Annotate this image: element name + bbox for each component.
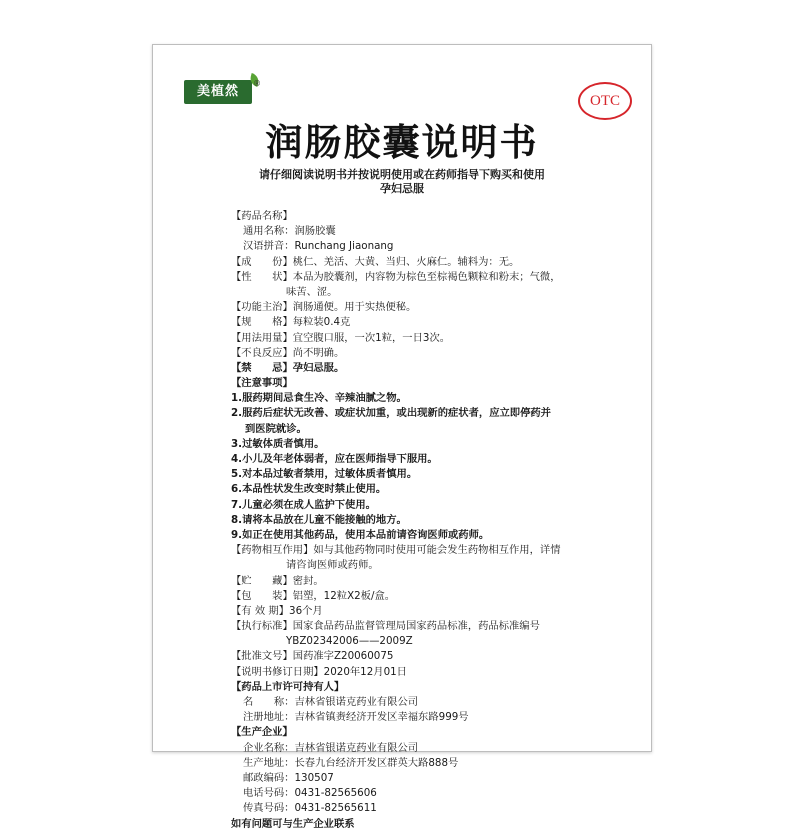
appearance: 【性 状】本品为胶囊剂，内容物为棕色至棕褐色颗粒和粉末；气微，	[231, 270, 561, 283]
drug-interactions-cont: 请咨询医师或药师。	[286, 559, 379, 572]
precaution-item: 4.小儿及年老体弱者，应在医师指导下服用。	[231, 453, 438, 465]
precaution-item: 7.儿童必须在成人监护下使用。	[231, 498, 376, 511]
precaution-item: 3.过敏体质者慎用。	[231, 437, 325, 450]
standard-number: YBZ02342006——2009Z	[286, 635, 413, 648]
precaution-item: 8.请将本品放在儿童不能接触的地方。	[231, 513, 407, 526]
dosage: 【用法用量】宜空腹口服，一次1粒，一日3次。	[231, 331, 451, 344]
manufacturer-heading: 【生产企业】	[231, 726, 293, 739]
otc-badge: OTC	[578, 82, 632, 120]
section-heading: 【药品名称】	[231, 210, 293, 222]
fax-number: 传真号码：0431-82565611	[243, 802, 377, 815]
appearance-cont: 味苦、涩。	[286, 285, 338, 298]
usage-notice	[153, 168, 651, 196]
drug-interactions: 【药物相互作用】如与其他药物同时使用可能会发生药物相互作用，详情	[231, 544, 561, 557]
phone-number: 电话号码：0431-82565606	[243, 787, 377, 800]
storage: 【贮 藏】密封。	[231, 574, 324, 587]
mah-address: 注册地址：吉林省镇赉经济开发区幸福东路999号	[243, 711, 469, 724]
manufacturer-address: 生产地址：长春九台经济开发区群英大路888号	[243, 756, 459, 769]
postal-code: 邮政编码：130507	[243, 771, 334, 784]
leaflet-sheet	[152, 44, 652, 830]
precaution-item: 9.如正在使用其他药品，使用本品前请咨询医师或药师。	[231, 528, 490, 541]
brand-name: 美植然	[196, 84, 239, 99]
precaution-item: 6.本品性状发生改变时禁止使用。	[231, 483, 387, 496]
notice-line: 孕妇忌服	[380, 182, 424, 195]
packaging: 【包 装】铝塑，12粒X2板/盒。	[231, 589, 396, 602]
precautions-heading: 【注意事项】	[231, 377, 293, 390]
precaution-item: 2.服药后症状无改善、或症状加重，或出现新的症状者，应立即停药并	[231, 407, 551, 420]
indications: 【功能主治】润肠通便。用于实热便秘。	[231, 301, 417, 314]
precaution-item: 5.对本品过敏者禁用，过敏体质者慎用。	[231, 468, 418, 481]
registered-mark: ®	[253, 79, 261, 88]
specification: 【规 格】每粒装0.4克	[231, 316, 351, 329]
precaution-item-cont: 到医院就诊。	[245, 422, 307, 435]
document-title: 润肠胶囊说明书	[265, 121, 539, 164]
notice-line: 请仔细阅读说明书并按说明使用或在药师指导下购买和使用	[259, 168, 545, 181]
contact-note: 如有问题可与生产企业联系	[231, 817, 355, 830]
generic-name: 通用名称：润肠胶囊	[243, 225, 336, 238]
ingredients: 【成 份】桃仁、羌活、大黄、当归、火麻仁。辅料为：无。	[231, 255, 520, 268]
precaution-item: 1.服药期间忌食生冷、辛辣油腻之物。	[231, 392, 407, 405]
shelf-life: 【有 效 期】36个月	[231, 604, 323, 617]
mah-name: 名 称：吉林省银诺克药业有限公司	[243, 696, 419, 708]
adverse-reactions: 【不良反应】尚不明确。	[231, 346, 345, 359]
pinyin-name: 汉语拼音：Runchang Jiaonang	[243, 240, 394, 253]
contraindications: 【禁 忌】孕妇忌服。	[231, 361, 345, 374]
mah-heading: 【药品上市许可持有人】	[231, 680, 345, 693]
standard: 【执行标准】国家食品药品监督管理局国家药品标准，药品标准编号	[231, 620, 540, 633]
leaflet-body	[231, 209, 631, 832]
brand-logo	[184, 80, 252, 104]
approval-number: 【批准文号】国药准字Z20060075	[231, 650, 394, 663]
manufacturer-name: 企业名称：吉林省银诺克药业有限公司	[243, 741, 419, 754]
revision-date: 【说明书修订日期】2020年12月01日	[231, 665, 407, 678]
